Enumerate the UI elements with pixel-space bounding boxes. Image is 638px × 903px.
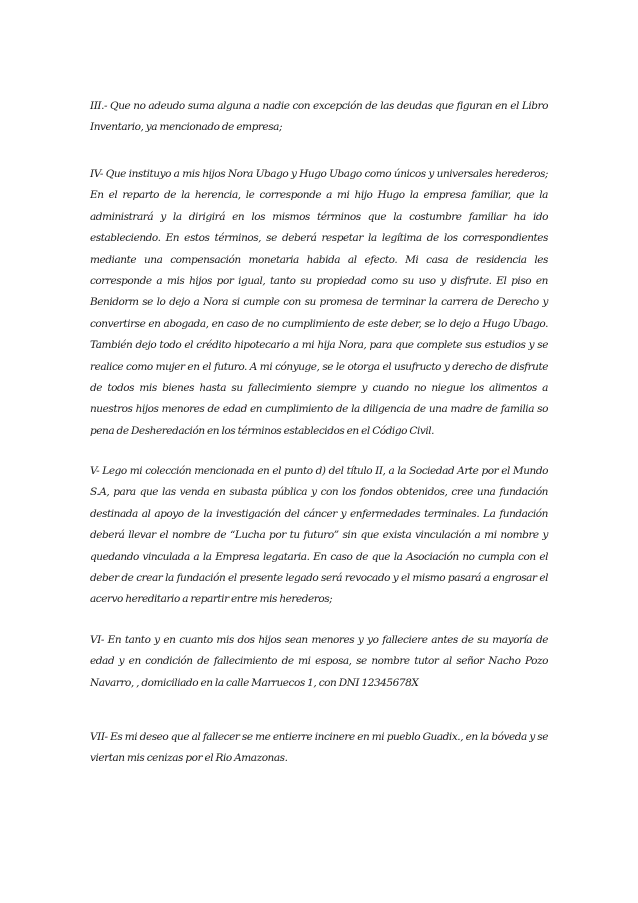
clause-v-paragraph: V- Lego mi colección mencionada en el punto d) del título II, a la Sociedad Arte por el Mundo S.A, para que las venda en subasta pública y con los fondos obtenidos, cree una fundación destinada al apoyo de la investigación del cáncer y enfermedades terminales. La fundación deberá llevar el nombre de “Lucha por tu futuro” sin que exista vinculación a mi nombre y quedando vinculada a la Empresa legataria. En caso de que la Asociación no cumpla con el deber de crear la fundación el presente legado será revocado y el mismo pasará a engrosar el acervo hereditario a repartir entre mis herederos; [90, 465, 548, 606]
clause-vi-paragraph: VI- En tanto y en cuanto mis dos hijos sean menores y yo falleciere antes de su mayoría de edad y en condición de fallecimiento de mi esposa, se nombre tutor al señor Nacho Pozo Navarro, , domiciliado en la calle Marruecos 1, con DNI 12345678X [90, 634, 548, 689]
clause-iii-paragraph: III.- Que no adeudo suma alguna a nadie con excepción de las deudas que figuran en el Libro Inventario, ya mencionado de empresa; [90, 100, 548, 134]
clause-iv-paragraph: IV- Que instituyo a mis hijos Nora Ubago y Hugo Ubago como únicos y universales herederos; En el reparto de la herencia, le corresponde a mi hijo Hugo la empresa familiar, que la administrará y la dirigirá en los mismos términos que la costumbre familiar ha ido estableciendo. En estos términos, se deberá respetar la legítima de los correspondientes mediante una compensación monetaria habida al efecto. Mi casa de residencia les corresponde a mis hijos por igual, tanto su propiedad como su uso y disfrute. El piso en Benidorm se lo dejo a Nora si cumple con su promesa de terminar la carrera de Derecho y convertirse en abogada, en caso de no cumplimiento de este deber, se lo dejo a Hugo Ubago. También dejo todo el crédito hipotecario a mi hija Nora, para que complete sus estudios y se realice como mujer en el futuro. A mi cónyuge, se le otorga el usufructo y derecho de disfrute de todos mis bienes hasta su fallecimiento siempre y cuando no niegue los alimentos a nuestros hijos menores de edad en cumplimiento de la diligencia de una madre de familia so pena de Desheredación en los términos establecidos en el Código Civil. [90, 168, 548, 437]
clause-vii-paragraph: VII- Es mi deseo que al fallecer se me entierre incinere en mi pueblo Guadix., en la bóveda y se viertan mis cenizas por el Rio Amazonas. [90, 731, 548, 765]
